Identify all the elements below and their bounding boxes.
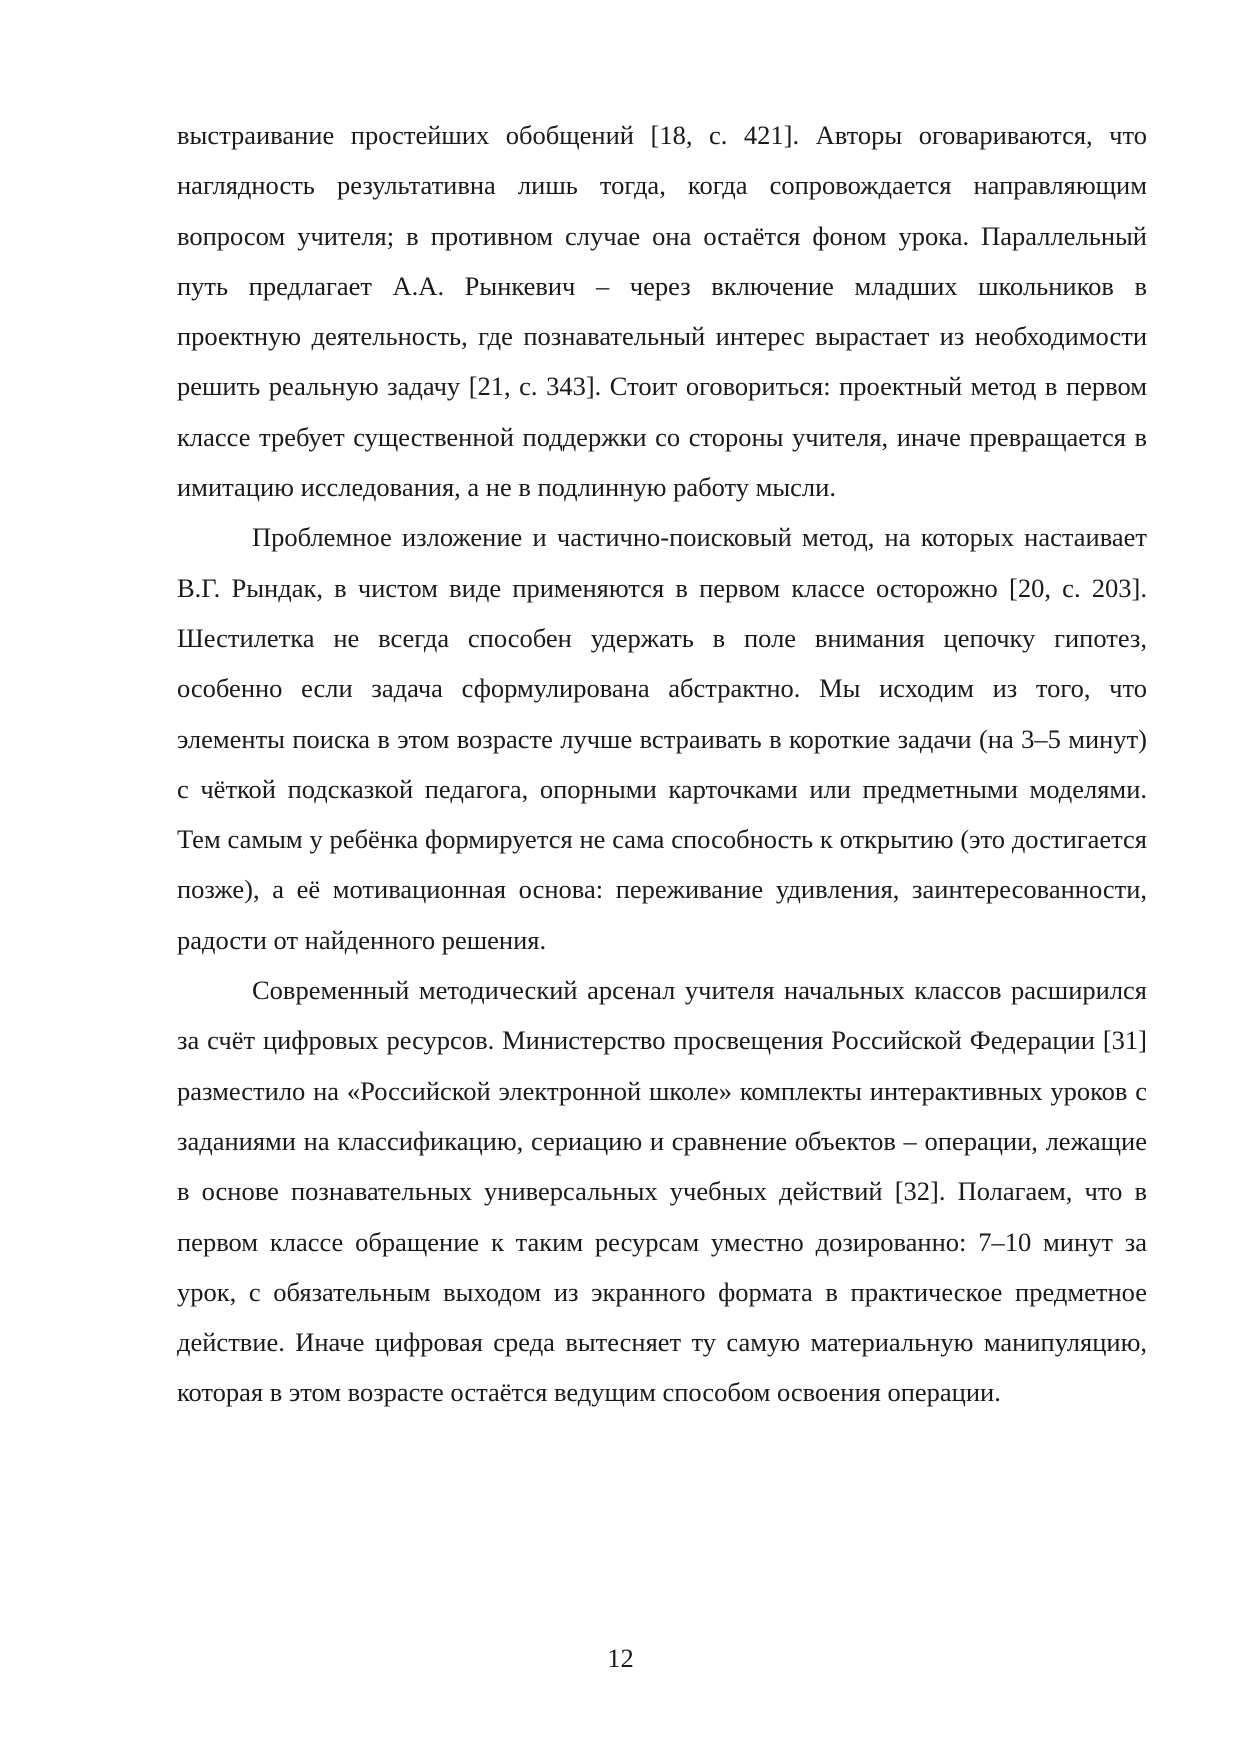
paragraph-2: Проблемное изложение и частично-поисковый метод, на которых настаивает В.Г. Рындак, в чистом виде применяются в первом классе осторожно [20, с. 203]. Шестилетка не всегда способен удержать в поле внимания цепочку гипотез, особенно если задача сформулирована абстрактно. Мы исходим из того, что элементы поиска в этом возрасте лучше встраивать в короткие задачи (на 3–5 минут) с чёткой подсказкой педагога, опорными карточками или предметными моделями. Тем самым у ребёнка формируется не сама способность к открытию (это достигается позже), а её мотивационная основа: переживание удивления, заинтересованности, радости от найденного решения. [177,522,1147,955]
paragraph-1: выстраивание простейших обобщений [18, с. 421]. Авторы оговариваются, что наглядность результативна лишь тогда, когда сопровождается направляющим вопросом учителя; в противном случае она остаётся фоном урока. Параллельный путь предлагает А.А. Рынкевич – через включение младших школьников в проектную деятельность, где познавательный интерес вырастает из необходимости решить реальную задачу [21, с. 343]. Стоит оговориться: проектный метод в первом классе требует существенной поддержки со стороны учителя, иначе превращается в имитацию исследования, а не в подлинную работу мысли. [177,120,1147,503]
paragraph-3: Современный методический арсенал учителя начальных классов расширился за счёт цифровых ресурсов. Министерство просвещения Российской Федерации [31] разместило на «Российской электронной школе» комплекты интерактивных уроков с заданиями на классификацию, сериацию и сравнение объектов – операции, лежащие в основе познавательных универсальных учебных действий [32]. Полагаем, что в первом классе обращение к таким ресурсам уместно дозированно: 7–10 минут за урок, с обязательным выходом из экранного формата в практическое предметное действие. Иначе цифровая среда вытесняет ту самую материальную манипуляцию, которая в этом возрасте остаётся ведущим способом освоения операции. [177,975,1147,1408]
page-number: 12 [607,1643,634,1673]
body-text [177,110,1147,1418]
